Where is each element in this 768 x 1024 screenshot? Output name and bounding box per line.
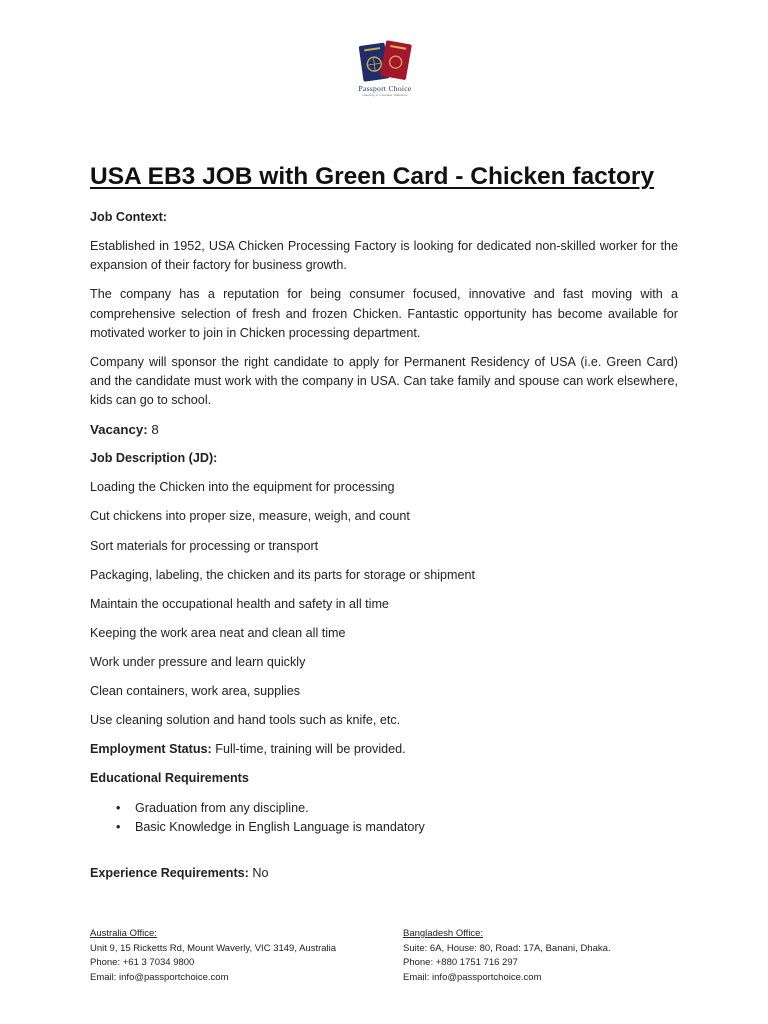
job-description-item: Keeping the work area neat and clean all time <box>90 625 346 640</box>
job-context-paragraph: The company has a reputation for being consumer focused, innovative and fast moving with a comprehensive selection of fresh and frozen Chicken. Fantastic opportunity has become available for motivated worker to join in Chicken processing department. <box>90 287 678 340</box>
passport-logo-icon <box>355 38 415 84</box>
vacancy-value: 8 <box>151 422 159 438</box>
job-description-item: Use cleaning solution and hand tools such as knife, etc. <box>90 713 401 728</box>
job-description-item: Clean containers, work area, supplies <box>90 684 301 699</box>
australia-office-phone: Phone: +61 3 7034 9800 <box>90 957 195 968</box>
list-item <box>90 799 678 818</box>
employment-status-line <box>90 740 678 759</box>
job-description-item: Packaging, labeling, the chicken and its parts for storage or shipment <box>90 567 476 582</box>
job-description-item: Work under pressure and learn quickly <box>90 654 306 669</box>
education-item: Basic Knowledge in English Language is mandatory <box>135 819 425 834</box>
australia-office-heading: Australia Office: <box>90 928 157 939</box>
job-description-item: Loading the Chicken into the equipment for processing <box>90 480 395 495</box>
experience-label: Experience Requirements: <box>90 865 249 880</box>
company-logo <box>340 38 430 100</box>
list-item <box>90 818 678 837</box>
job-context-paragraph: Established in 1952, USA Chicken Processing Factory is looking for dedicated non-skilled worker for the expansion of their factory for business growth. <box>90 238 678 273</box>
bangladesh-office-phone: Phone: +880 1751 716 297 <box>403 957 518 968</box>
logo-name: Passport Choice <box>358 84 412 93</box>
employment-status-value: Full-time, training will be provided. <box>215 742 406 757</box>
australia-office-address: Unit 9, 15 Ricketts Rd, Mount Waverly, VIC 3149, Australia <box>90 942 337 954</box>
bullet-icon: • <box>116 819 121 834</box>
vacancy-line <box>90 420 678 439</box>
bangladesh-office-email: Email: info@passportchoice.com <box>403 971 542 983</box>
bangladesh-office-address: Suite: 6A, House: 80, Road: 17A, Banani, Dhaka. <box>403 942 611 954</box>
employment-status-label: Employment Status: <box>90 742 212 757</box>
page-title: USA EB3 JOB with Green Card - Chicken factory <box>90 163 655 190</box>
job-context-heading: Job Context: <box>90 210 167 224</box>
experience-line <box>90 864 678 883</box>
job-description-list <box>90 478 678 730</box>
bangladesh-office-heading: Bangladesh Office: <box>403 928 484 939</box>
job-context-paragraph: Company will sponsor the right candidate to apply for Permanent Residency of USA (i.e. Green Card) and the candidate must work with the company in USA. Can take family and spouse can work elsewhere, kids can go to school. <box>90 354 678 408</box>
bangladesh-office <box>403 927 611 985</box>
experience-value: No <box>252 865 269 880</box>
job-description-item: Sort materials for processing or transport <box>90 538 319 553</box>
education-item: Graduation from any discipline. <box>135 800 309 815</box>
education-list <box>90 799 678 837</box>
job-description-item: Cut chickens into proper size, measure, weigh, and count <box>90 509 410 524</box>
education-heading: Educational Requirements <box>90 771 249 786</box>
australia-office <box>90 927 336 985</box>
australia-office-email: Email: info@passportchoice.com <box>90 971 229 983</box>
document-body <box>90 162 678 893</box>
vacancy-label: Vacancy: <box>90 422 148 438</box>
logo-tagline: Gateway to a Greater Tomorrow <box>362 93 408 97</box>
job-description-heading: Job Description (JD): <box>90 451 218 466</box>
job-description-item: Maintain the occupational health and safety in all time <box>90 596 389 611</box>
bullet-icon: • <box>116 800 121 815</box>
